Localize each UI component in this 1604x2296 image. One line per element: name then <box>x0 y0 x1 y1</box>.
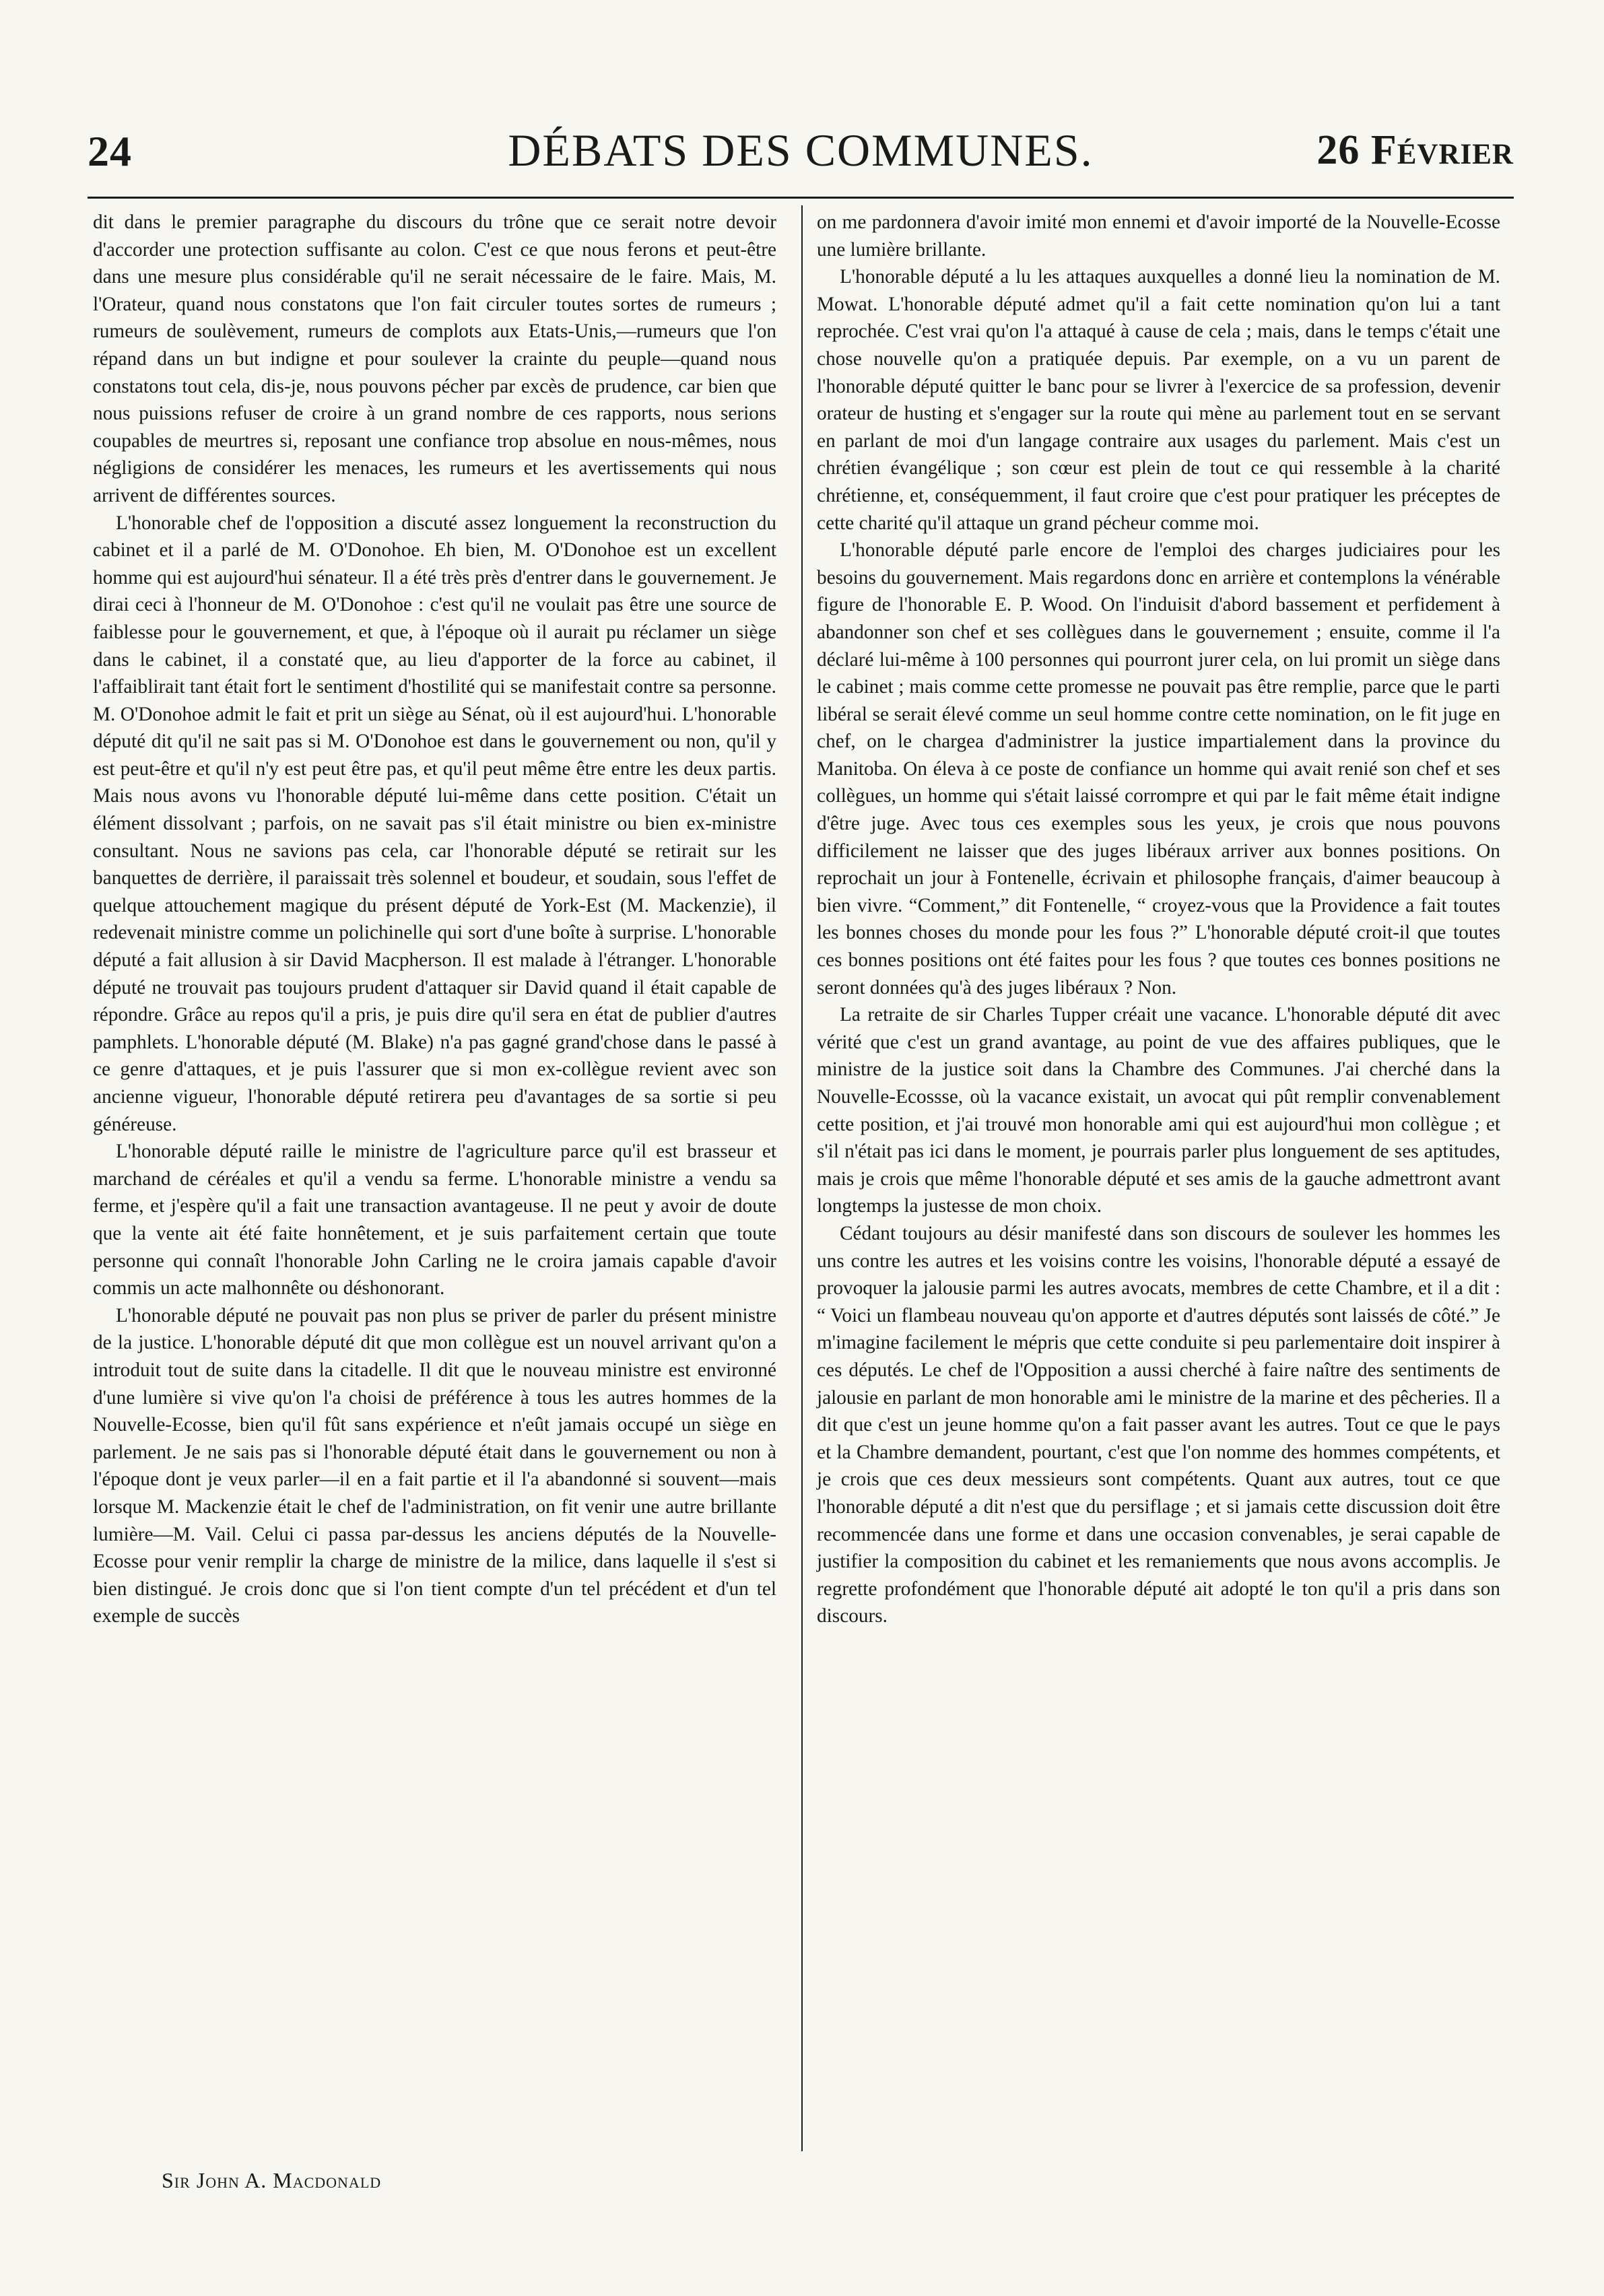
paragraph: L'honorable député ne pouvait pas non plus se priver de parler du présent ministre de la justice. L'honorable député dit que mon collègue est un nouvel arrivant qu'on a introduit tout de suite dans la citadelle. Il dit que le nouveau ministre est environné d'une lumière si vive qu'on l'a choisi de préférence à tous les autres hommes de la Nouvelle-Ecosse, bien qu'il fût sans expérience et n'eût jamais occupé un siège en parlement. Je ne sais pas si l'honorable député était dans le gouvernement ou non à l'époque dont je veux parler—il en a fait partie et il l'a abandonné si souvent—mais lorsque M. Mackenzie était le chef de l'administration, on fit venir une autre brillante lumière—M. Vail. Celui ci passa par-dessus les anciens députés de la Nouvelle-Ecosse pour venir remplir la charge de ministre de la milice, dans laquelle il s'est si bien distingué. Je crois donc que si l'on tient compte d'un tel précédent et d'un tel exemple de succès <box>93 1304 776 1627</box>
paragraph: L'honorable député parle encore de l'emploi des charges judiciaires pour les besoins du gouvernement. Mais regardons donc en arrière et contemplons la vénérable figure de l'honorable E. P. Wood. On l'induisit d'abord bassement et perfidement à abandonner son chef et ses collègues dans le gouvernement ; ensuite, comme il l'a déclaré lui-même à 100 personnes qui pourront jurer cela, on lui promit un siège dans le cabinet ; mais comme cette promesse ne pouvait pas être remplie, parce que le parti libéral se serait élevé comme un seul homme contre cette nomination, on le fit juge en chef, on le chargea d'administrer la justice impartialement dans la province du Manitoba. On éleva à ce poste de confiance un homme qui avait renié son chef et ses collègues, un homme qui s'était laissé corrompre et qui par le fait même était indigne d'être juge. Avec tous ces exemples sous les yeux, je crois que nous pouvons difficilement ne laisser que des juges libéraux arriver aux bonnes positions. On reprochait un jour à Fontenelle, écrivain et philosophe français, d'aimer beaucoup à bien vivre. “Comment,” dit Fontenelle, “ croyez-vous que la Providence a fait toutes les bonnes choses du monde pour les fous ?” L'honorable député croit-il que toutes ces bonnes positions ont été faites pour les fous ? que toutes ces bonnes positions ne seront données qu'à des juges libéraux ? Non. <box>817 539 1500 999</box>
page-number: 24 <box>88 127 132 175</box>
paragraph: L'honorable député raille le ministre de l'agriculture parce qu'il est brasseur et marchand de céréales et qu'il a vendu sa ferme. L'honorable ministre a vendu sa ferme, et j'espère qu'il a fait une transaction avantageuse. Il ne peut y avoir de doute que la vente ait été faite honnêtement, et je suis parfaitement certain que toute personne qui connaît l'honorable John Carling ne le croira jamais capable d'avoir commis un acte malhonnête ou déshonorant. <box>93 1141 776 1299</box>
column-divider <box>801 205 803 2151</box>
paragraph: on me pardonnera d'avoir imité mon ennemi et d'avoir importé de la Nouvelle-Ecosse une lumière brillante. <box>817 211 1500 261</box>
paragraph: L'honorable chef de l'opposition a discuté assez longuement la reconstruction du cabinet et il a parlé de M. O'Donohoe. Eh bien, M. O'Donohoe est un excellent homme qui est aujourd'hui sénateur. Il a été très près d'entrer dans le gouvernement. Je dirai ceci à l'honneur de M. O'Donohoe : c'est qu'il ne voulait pas être une source de faiblesse pour le gouvernement, et que, à l'époque où il aurait pu réclamer un siège dans le cabinet, il a constaté que, au lieu d'apporter de la force au cabinet, il l'affaiblirait tant était fort le sentiment d'hostilité qui se manifestait contre sa personne. M. O'Donohoe admit le fait et prit un siège au Sénat, où il est aujourd'hui. L'honorable député dit qu'il ne sait pas si M. O'Donohoe est dans le gouvernement ou non, qu'il y est peut-être et qu'il n'y est peut être pas, et qu'il peut même être entre les deux partis. Mais nous avons vu l'honorable député lui-même dans cette position. C'était un élément dissolvant ; parfois, on ne savait pas s'il était ministre ou bien ex-ministre consultant. Nous ne savions pas cela, car l'honorable député se retirait sur les banquettes de derrière, il paraissait très solennel et boudeur, et soudain, sous l'effet de quelque attouchement magique du présent député de York-Est (M. Mackenzie), il redevenait ministre comme un polichinelle qui sort d'une boîte à surprise. L'honorable député a fait allusion à sir David Macpherson. Il est malade à l'étranger. L'honorable député ne trouvait pas toujours prudent d'attaquer sir David quand il était capable de répondre. Grâce au repos qu'il a pris, je puis dire qu'il sera en état de publier d'autres pamphlets. L'honorable député (M. Blake) n'a pas gagné grand'chose dans le passé à ce genre d'attaques, et je puis l'assurer que si mon ex-collègue revient avec son ancienne vigueur, l'honorable député retirera peu d'avantages de sa sortie si peu généreuse. <box>93 512 776 1135</box>
right-column <box>817 209 1500 1630</box>
header-rule <box>88 197 1514 199</box>
speaker-signature: Sir John A. Macdonald <box>162 2168 382 2192</box>
paragraph: La retraite de sir Charles Tupper créait une vacance. L'honorable député dit avec vérité que c'est un grand avantage, au point de vue des affaires publiques, que le ministre de la justice soit dans la Chambre des Communes. J'ai cherché dans la Nouvelle-Ecossse, où la vacance existait, un avocat qui pût remplir convenablement cette position, et j'ai trouvé mon honorable ami qui est aujourd'hui mon collègue ; et s'il n'était pas ici dans le moment, je pourrais parler plus longuement de ses aptitudes, mais je crois que même l'honorable député et ses amis de la gauche admettront avant longtemps la justesse de mon choix. <box>817 1004 1500 1217</box>
paragraph: dit dans le premier paragraphe du discours du trône que ce serait notre devoir d'accorder une protection suffisante au colon. C'est ce que nous ferons et peut-être dans une mesure plus considérable qu'il ne serait nécessaire de le faire. Mais, M. l'Orateur, quand nous constatons que l'on fait circuler toutes sortes de rumeurs ; rumeurs de soulèvement, rumeurs de complots aux Etats-Unis,—rumeurs que l'on répand dans un but indigne et pour soulever la crainte du peuple—quand nous constatons tout cela, dis-je, nous pouvons pécher par excès de prudence, car bien que nous puissions refuser de croire à un grand nombre de ces rapports, nous serions coupables de meurtres si, reposant une confiance trop absolue en nous-mêmes, nous négligions de considérer les menaces, les rumeurs et les avertissements qui nous arrivent de différentes sources. <box>93 211 776 506</box>
paragraph: Cédant toujours au désir manifesté dans son discours de soulever les hommes les uns contre les autres et les voisins contre les voisins, l'honorable député a essayé de provoquer la jalousie parmi les autres avocats, membres de cette Chambre, et il a dit : “ Voici un flambeau nouveau qu'on apporte et d'autres députés sont laissés de côté.” Je m'imagine facilement le mépris que cette conduite si peu parlementaire doit inspirer à ces députés. Le chef de l'Opposition a aussi cherché à faire naître des sentiments de jalousie en parlant de mon honorable ami le ministre de la marine et des pêcheries. Il a dit que c'est un jeune homme qu'on a fait passer avant les autres. Tout ce que le pays et la Chambre demandent, pourtant, c'est que l'on nomme des hommes compétents, et je crois que ces deux messieurs sont compétents. Quant aux autres, tout ce que l'honorable député a dit n'est que du persiflage ; et si jamais cette discussion doit être recommencée dans une forme et dans une occasion convenables, je serai capable de justifier la composition du cabinet et les remaniements que nous avons accomplis. Je regrette profondément que l'honorable député ait adopté le ton qu'il a pris dans son discours. <box>817 1222 1500 1627</box>
paragraph: L'honorable député a lu les attaques auxquelles a donné lieu la nomination de M. Mowat. L'honorable député admet qu'il a fait cette nomination qu'on lui a tant reprochée. C'est vrai qu'on l'a attaqué à cause de cela ; mais, dans le temps c'était une chose nouvelle qu'on a pratiquée depuis. Par exemple, on a vu un parent de l'honorable député quitter le banc pour se livrer à l'exercice de sa profession, devenir orateur de husting et s'engager sur la route qui mène au parlement tout en se servant en parlant de moi d'un langage contraire aux usages du parlement. Mais c'est un chrétien évangélique ; son cœur est plein de tout ce qui ressemble à la charité chrétienne, et, conséquemment, il faut croire que c'est pour pratiquer les préceptes de cette charité qu'il attaque un grand pécheur comme moi. <box>817 266 1500 534</box>
page-header <box>88 113 1514 187</box>
page-date: 26 Février <box>1316 127 1514 173</box>
publication-title: DÉBATS DES COMMUNES. <box>508 125 1094 176</box>
left-column <box>93 209 776 1630</box>
